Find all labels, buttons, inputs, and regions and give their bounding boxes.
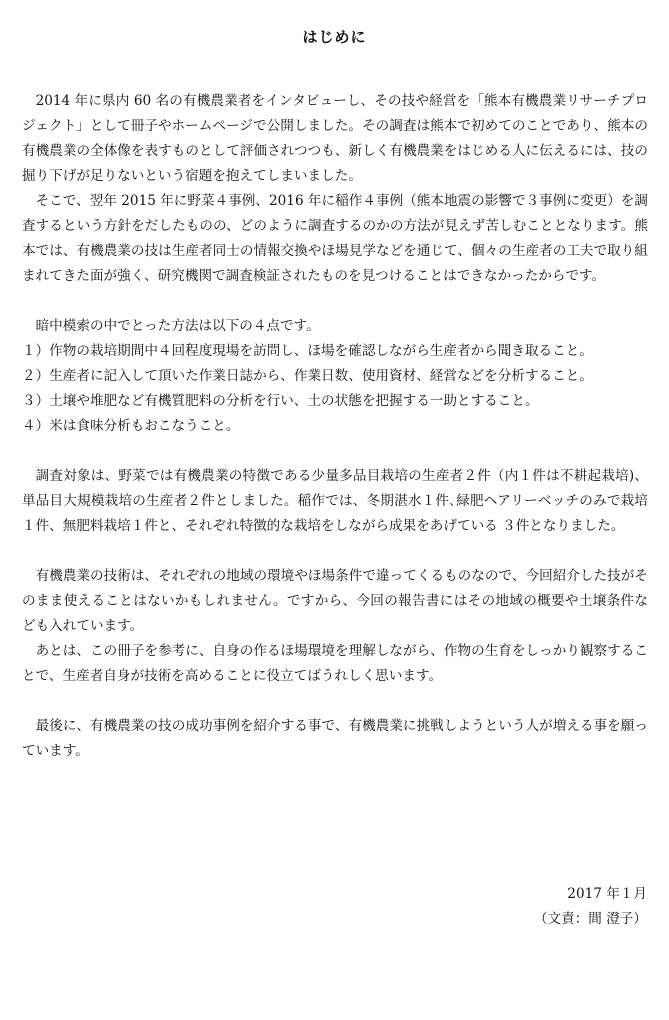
list-item: ３）土壌や堆肥など有機質肥料の分析を行い、土の状態を把握する一助とすること。 — [22, 393, 539, 409]
list-item: ４）米は食味分析もおこなうこと。 — [22, 418, 240, 434]
spacer — [22, 689, 648, 714]
closing-author: （文責：間 澄子） — [533, 911, 647, 927]
closing-block — [534, 882, 647, 932]
paragraph-techniques: 有機農業の技術は、それぞれの地域の環境やほ場条件で違ってくるものなので、今回紹介した技がそのまま使えることはないかもしれません。ですから、今回の報告書にはその地域の概要や土壌条件なども入れています。 — [22, 568, 648, 634]
paragraph-intro: 2014 年に県内 60 名の有機農業者をインタビューし、その技や経営を「熊本有機農業リサーチプロジェクト」として冊子やホームページで公開しました。その調査は熊本で初めてのことであり、熊本の有機農業の全体像を表すものとして評価されつつも、新しく有機農業をはじめる人に伝えるには、技の掘り下げが足りないという宿題を抱えてしまいました。 — [22, 93, 648, 184]
list-item: ２）生産者に記入して頂いた作業日誌から、作業日数、使用資材、経営などを分析すること。 — [22, 368, 593, 384]
page-title: はじめに — [302, 28, 367, 46]
spacer — [22, 539, 648, 564]
paragraph-plan: そこで、翌年 2015 年に野菜４事例、2016 年に稲作４事例（熊本地震の影響で３事例に変更）を調査するという方針をだしたものの、どのように調査するのかの方法が見えず苦しむこととなります。熊本では、有機農業の技は生産者同士の情報交換やほ場見学などを通じて、個々の生産者の工夫で取り組まれてきた面が強く、研究機関で調査検証されたものを見つけることはできなかったからです。 — [22, 193, 648, 284]
closing-date: 2017 年１月 — [567, 886, 647, 902]
paragraph-targets: 調査対象は、野菜では有機農業の特徴である少量多品目栽培の生産者２件（内１件は不耕起栽培)、単品目大規模栽培の生産者２件としました。稲作では、冬期湛水１件､緑肥ヘアリーベッチのみで栽培１件、無肥料栽培１件と、それぞれ特徴的な栽培をしながら成果をあげている ３件となりました。 — [22, 468, 648, 534]
list-item: １）作物の栽培期間中４回程度現場を訪問し、ほ場を確認しながら生産者から聞き取ること。 — [22, 343, 593, 359]
spacer — [22, 439, 648, 464]
spacer — [22, 289, 648, 314]
paragraph-method-intro: 暗中模索の中でとった方法は以下の４点です。 — [35, 318, 320, 334]
document-body — [22, 89, 648, 764]
paragraph-conclusion: 最後に、有機農業の技の成功事例を紹介する事で、有機農業に挑戦しようという人が増える事を願っています。 — [22, 718, 648, 759]
paragraph-usage: あとは、この冊子を参考に、自身の作るほ場環境を理解しながら、作物の生育をしっかり観察することで、生産者自身が技術を高めることに役立てばうれしく思います。 — [22, 643, 648, 684]
